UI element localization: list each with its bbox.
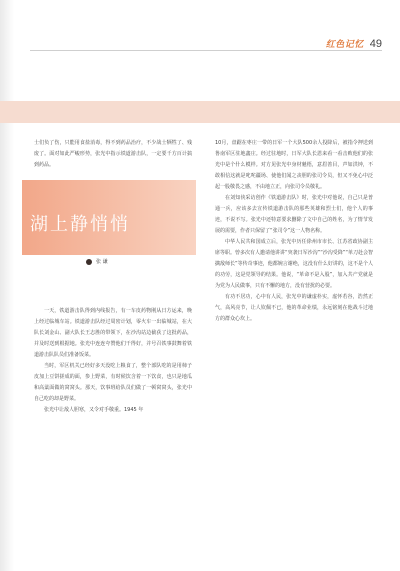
binding-shadow	[0, 0, 14, 571]
paragraph: 张光中让敌人胆寒，又令对手敬重。1945 年	[44, 407, 144, 413]
paragraph: 一天，铁道游击队得到内线报告，有一车皮药物刚从日方运来，晚上经过临城车站。铁道游击队经过周密计划，零火车一出临城站，在大队长刘金山、副大队长王志胜的带领下，在沙沟站边截获了这批药品，并及时送到根据地。张光中连连夸赞他们干得好，并号召铁事鼓舞着铁道游击队队员们准备饭菜。	[34, 308, 192, 358]
paragraph: 中华人民共和国成立后，张光中历任徐州市市长、江苏省政协副主席等职。曾多次有人邀请他讲讲“突袭日军沙沟”“沙沟受降”“单刀赴会智擒敌师长”等传奇事迹，他都婉言谢绝，这没有什么好讲的，这不是个人的功劳，这是党领导的结果。他说，“革命不是入股”，加入共产党就是为党为人民做事，只有不懈的地方，没有营扰的必要。	[215, 239, 373, 289]
page-header	[326, 37, 382, 50]
author-icon	[86, 259, 92, 265]
article-title: 湖上静悄悄	[30, 214, 130, 235]
paragraph: 有功不居功，心中有人民，张光中的谦虚朴实，虚怀若谷，浩然正气，高风亮节，让人钦佩不已，他的革命业绩，永远铭刻在他战斗过地方的群众心坎上。	[215, 294, 373, 322]
paragraph: 士们负了伤，只能用食盐消毒，得不到药品治疗，不少战士牺牲了、残废了。面对如此严峻形势，张光中指示铁道游击队，一定要千方百计搞到药品。	[34, 140, 192, 168]
column-bottom-left	[34, 306, 192, 416]
column-top-left	[34, 138, 192, 171]
paragraph: 在刘知侠采访创作《铁道游击队》时，张光中对他说，自己只是普通一兵，应该多去宣传铁道游击队的那些英雄和烈士们，他个人的事迹，不说不写。张光中还特意要求删除了文中自己的姓名，为了情节发展的需要，作者只保留了“张司令”这一人物名称。	[215, 195, 373, 234]
paragraph: 10月，盘踞在枣庄一带的日军一个大队500余人投降后，被指令押送到鲁南军区驻地鑫庄。经过驻地时，日军大队长恩来看一看击败他们的张光中是个什么模样。对方见张光中身材魁梧，意眉善目，声如洪钟，不敢相信这就是叱咤疆场、使他们闻之丧胆的张司令员，但又不免心中泛起一股敬畏之感，不由地立正，向张司令员敬礼。	[215, 140, 373, 190]
column-right	[215, 138, 373, 325]
author-name: 张 谦	[96, 259, 108, 265]
header-divider	[30, 50, 382, 51]
decorative-band	[0, 101, 400, 123]
paragraph: 当时，军区机关已经好多天没吃上粮食了，整个部队吃的是用柿子皮加上豆饼搓成的面，参上野菜，有时候饮含着一下饮食，也只是地瓜和高粱面做的窝窝头。那天，饮事班给队员们做了一顿窝窝头，张光中自己吃的却是野菜。	[34, 363, 192, 402]
byline	[86, 258, 108, 265]
section-title: 红色记忆	[325, 40, 364, 50]
page-number: 49	[369, 37, 382, 50]
